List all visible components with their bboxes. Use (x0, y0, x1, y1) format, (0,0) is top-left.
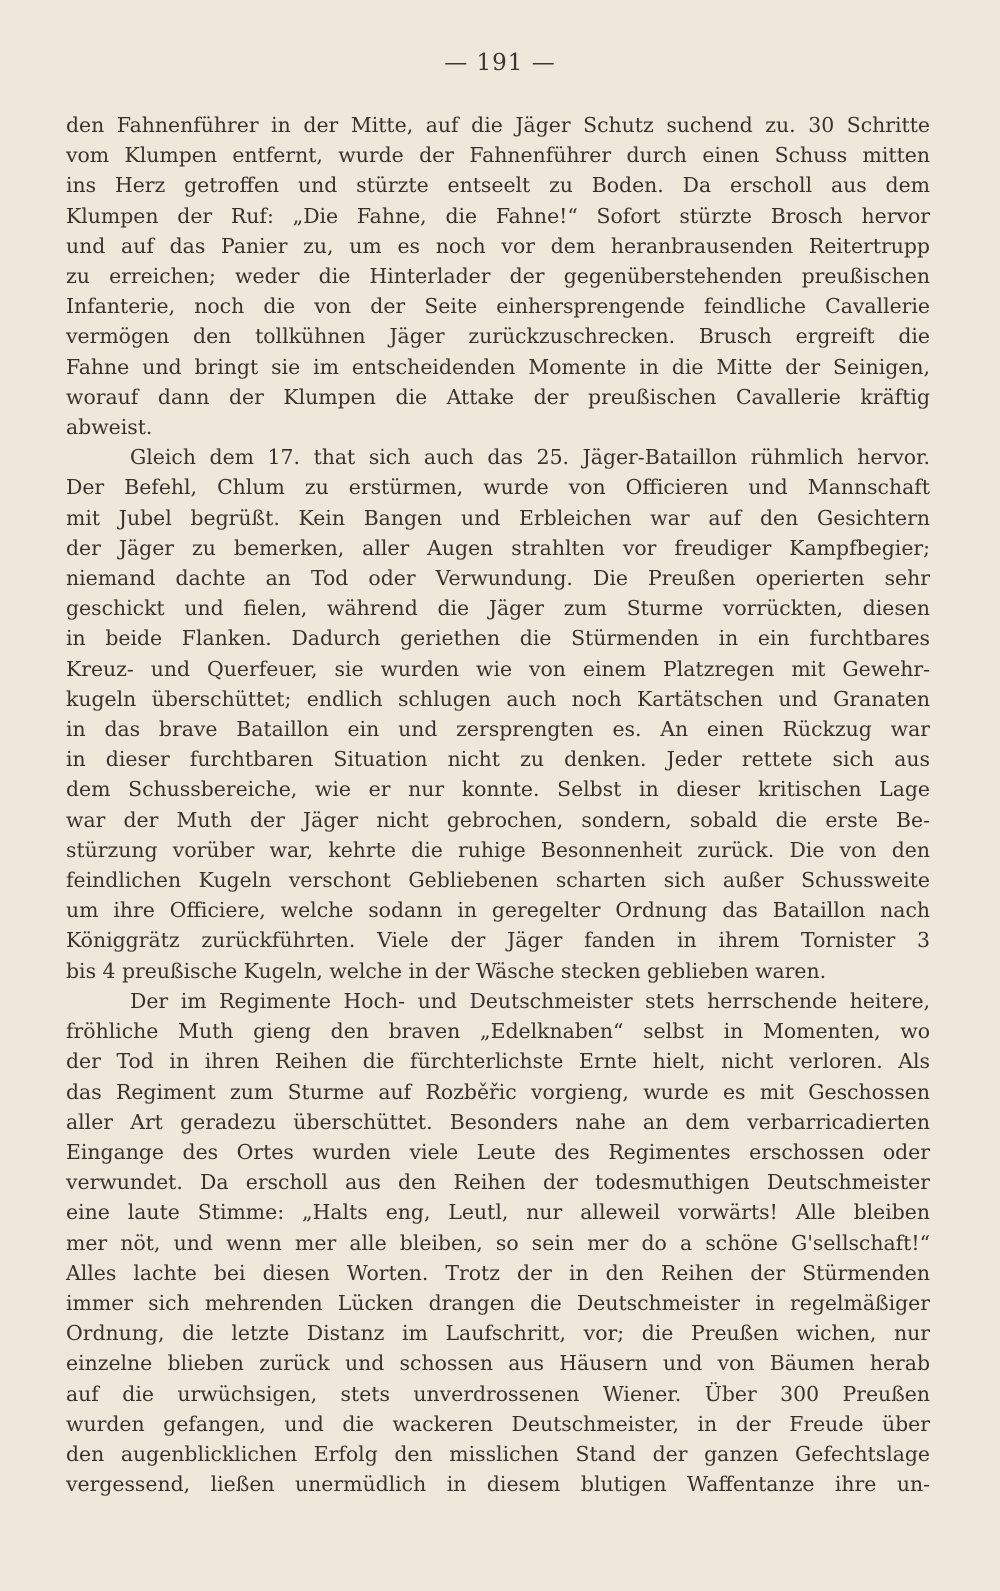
text-line: mit Jubel begrüßt. Kein Bangen und Erbleichen war auf den Gesichtern (66, 505, 930, 530)
text-line: geschickt und fielen, während die Jäger zum Sturme vorrückten, diesen (66, 596, 930, 621)
text-line: in dieser furchtbaren Situation nicht zu denken. Jeder rettete sich aus (66, 747, 930, 772)
text-line: den Fahnenführer in der Mitte, auf die Jäger Schutz suchend zu. 30 Schritte (66, 113, 930, 137)
text-line: verwundet. Da erscholl aus den Reihen der todesmuthigen Deutschmeister (66, 1170, 930, 1195)
text-line: aller Art geradezu überschüttet. Besonders nahe an dem verbarricadierten (66, 1109, 930, 1134)
text-line: fröhliche Muth gieng den braven „Edelknaben“ selbst in Momenten, wo (66, 1019, 930, 1044)
text-line: feindlichen Kugeln verschont Gebliebenen scharten sich außer Schussweite (66, 868, 930, 893)
paragraph (66, 110, 930, 442)
text-line: eine laute Stimme: „Halts eng, Leutl, nur alleweil vorwärts! Alle bleiben (66, 1200, 930, 1225)
text-line: in das brave Bataillon ein und zersprengten es. An einen Rückzug war (66, 717, 930, 742)
text-line: und auf das Panier zu, um es noch vor dem heranbrausenden Reitertrupp (66, 233, 930, 258)
text-line: vermögen den tollkühnen Jäger zurückzuschrecken. Brusch ergreift die (66, 324, 930, 349)
text-line: niemand dachte an Tod oder Verwundung. Die Preußen operierten sehr (66, 566, 930, 591)
paragraph (66, 986, 930, 1499)
text-line: abweist. (66, 415, 153, 440)
text-line: in beide Flanken. Dadurch geriethen die Stürmenden in ein furchtbares (66, 626, 930, 651)
text-line: stürzung vorüber war, kehrte die ruhige Besonnenheit zurück. Die von den (66, 837, 930, 862)
text-line: um ihre Officiere, welche sodann in geregelter Ordnung das Bataillon nach (66, 898, 930, 923)
text-line: immer sich mehrenden Lücken drangen die Deutschmeister in regelmäßiger (66, 1290, 930, 1315)
text-line: Ordnung, die letzte Distanz im Laufschritt, vor; die Preußen wichen, nur (66, 1321, 930, 1346)
body-text (66, 110, 930, 1499)
text-line: das Regiment zum Sturme auf Rozběřic vorgieng, wurde es mit Geschossen (66, 1079, 930, 1104)
text-line: der Tod in ihren Reihen die fürchterlichste Ernte hielt, nicht verloren. Als (66, 1049, 930, 1074)
text-line: Klumpen der Ruf: „Die Fahne, die Fahne!“ Sofort stürzte Brosch hervor (66, 203, 930, 228)
page-number: — 191 — (444, 50, 556, 76)
text-line: kugeln überschüttet; endlich schlugen auch noch Kartätschen und Granaten (66, 686, 930, 711)
text-line: ins Herz getroffen und stürzte entseelt zu Boden. Da erscholl aus dem (66, 173, 930, 198)
text-line: Fahne und bringt sie im entscheidenden Momente in die Mitte der Seinigen, (66, 354, 930, 379)
text-line: war der Muth der Jäger nicht gebrochen, sondern, sobald die erste Be- (66, 807, 930, 832)
text-line: wurden gefangen, und die wackeren Deutschmeister, in der Freude über (66, 1411, 930, 1436)
text-line: dem Schussbereiche, wie er nur konnte. Selbst in dieser kritischen Lage (66, 777, 930, 802)
text-line: Der im Regimente Hoch- und Deutschmeister stets herrschende heitere, (130, 988, 930, 1013)
text-line: vergessend, ließen unermüdlich in diesem blutigen Waffentanze ihre un- (66, 1472, 930, 1497)
text-line: Infanterie, noch die von der Seite einhersprengende feindliche Cavallerie (66, 294, 930, 319)
text-line: bis 4 preußische Kugeln, welche in der Wäsche stecken geblieben waren. (66, 958, 827, 983)
text-line: mer nöt, und wenn mer alle bleiben, so sein mer do a schöne G'sellschaft!“ (66, 1230, 930, 1255)
text-line: der Jäger zu bemerken, aller Augen strahlten vor freudiger Kampfbegier; (66, 535, 930, 560)
text-line: Der Befehl, Chlum zu erstürmen, wurde von Officieren und Mannschaft (66, 475, 930, 500)
text-line: Königgrätz zurückführten. Viele der Jäger fanden in ihrem Tornister 3 (66, 928, 930, 953)
text-line: einzelne blieben zurück und schossen aus Häusern und von Bäumen herab (66, 1351, 930, 1376)
text-line: Gleich dem 17. that sich auch das 25. Jäger-Bataillon rühmlich hervor. (130, 445, 930, 470)
text-line: Alles lachte bei diesen Worten. Trotz der in den Reihen der Stürmenden (66, 1260, 930, 1285)
text-line: auf die urwüchsigen, stets unverdrossenen Wiener. Über 300 Preußen (66, 1381, 930, 1406)
text-line: Eingange des Ortes wurden viele Leute des Regimentes erschossen oder (66, 1139, 930, 1164)
paragraph (66, 442, 930, 986)
text-line: zu erreichen; weder die Hinterlader der gegenüberstehenden preußischen (66, 264, 930, 289)
text-line: Kreuz- und Querfeuer, sie wurden wie von einem Platzregen mit Gewehr- (66, 656, 930, 681)
text-line: worauf dann der Klumpen die Attake der preußischen Cavallerie kräftig (66, 384, 930, 409)
text-line: vom Klumpen entfernt, wurde der Fahnenführer durch einen Schuss mitten (66, 143, 930, 168)
text-line: den augenblicklichen Erfolg den misslichen Stand der ganzen Gefechtslage (66, 1441, 930, 1466)
